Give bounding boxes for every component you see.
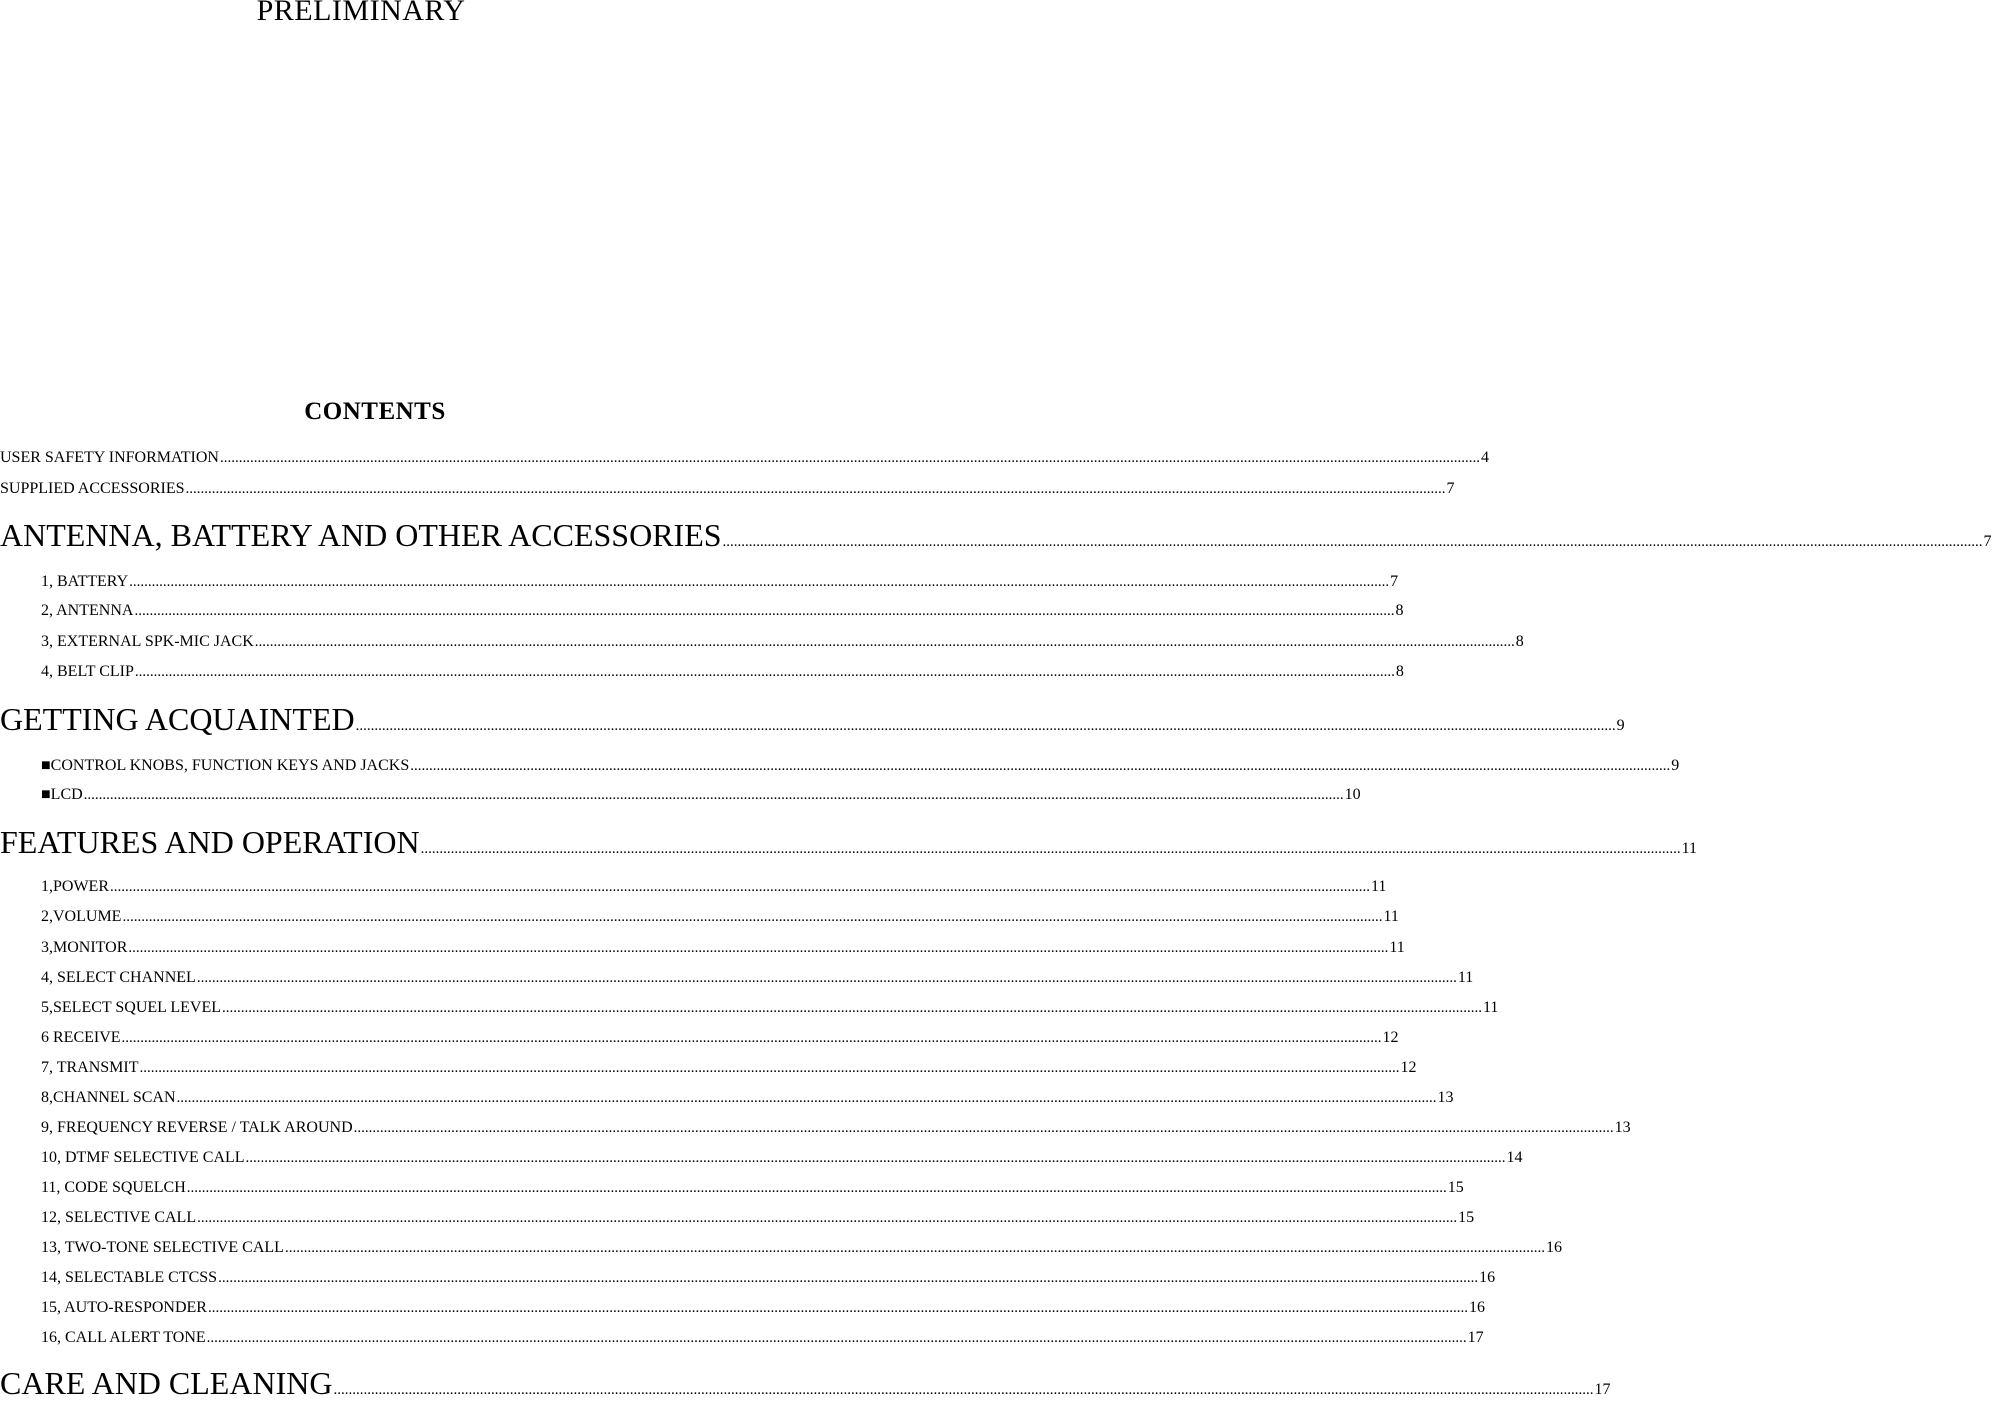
leader-dots xyxy=(122,1030,1382,1047)
toc-entry-label: 9, FREQUENCY REVERSE / TALK AROUND xyxy=(41,1119,353,1136)
leader-dots xyxy=(222,1000,1482,1017)
leader-dots xyxy=(207,1330,1467,1347)
toc-entry-page: 16 xyxy=(1479,1269,1496,1286)
toc-entry-label: 5,SELECT SQUEL LEVEL xyxy=(41,999,221,1016)
toc-entry-supplied-accessories[interactable] xyxy=(0,480,1455,498)
toc-entry-battery[interactable] xyxy=(41,573,1399,591)
toc-section-features-operation[interactable] xyxy=(0,824,1697,861)
toc-entry-page: 16 xyxy=(1545,1239,1562,1256)
preliminary-header: PRELIMINARY xyxy=(256,0,466,27)
toc-entry-volume[interactable] xyxy=(41,908,1399,926)
toc-entry-transmit[interactable] xyxy=(41,1059,1417,1077)
toc-entry-label: SUPPLIED ACCESSORIES xyxy=(0,480,185,497)
toc-entry-page: 15 xyxy=(1447,1179,1464,1196)
leader-dots xyxy=(135,664,1395,681)
toc-entry-label: 6 RECEIVE xyxy=(41,1029,121,1046)
leader-dots xyxy=(285,1240,1545,1257)
toc-entry-label: 1,POWER xyxy=(41,878,109,895)
toc-entry-label: 10, DTMF SELECTIVE CALL xyxy=(41,1149,245,1166)
toc-entry-label: ■LCD xyxy=(41,786,83,803)
toc-entry-page: 10 xyxy=(1344,786,1361,803)
toc-entry-label: GETTING ACQUAINTED xyxy=(0,701,355,737)
toc-entry-lcd[interactable] xyxy=(41,786,1361,804)
toc-section-getting-acquainted[interactable] xyxy=(0,701,1625,738)
toc-entry-label: ANTENNA, BATTERY AND OTHER ACCESSORIES xyxy=(0,517,722,553)
toc-entry-label: 7, TRANSMIT xyxy=(41,1059,139,1076)
toc-entry-channel-scan[interactable] xyxy=(41,1089,1454,1107)
leader-dots xyxy=(354,1120,1614,1137)
leader-dots xyxy=(220,450,1480,467)
toc-section-antenna-battery[interactable] xyxy=(0,517,1992,554)
toc-entry-call-alert-tone[interactable] xyxy=(41,1329,1484,1347)
toc-entry-page: 11 xyxy=(1457,969,1474,986)
toc-entry-label: 3,MONITOR xyxy=(41,939,128,956)
toc-entry-receive[interactable] xyxy=(41,1029,1399,1047)
toc-entry-page: 13 xyxy=(1614,1119,1631,1136)
toc-entry-selectable-ctcss[interactable] xyxy=(41,1269,1496,1287)
toc-entry-label: USER SAFETY INFORMATION xyxy=(0,449,219,466)
leader-dots xyxy=(177,1090,1437,1107)
toc-entry-page: 11 xyxy=(1389,939,1405,956)
toc-entry-dtmf-call[interactable] xyxy=(41,1149,1523,1167)
toc-entry-label: 15, AUTO-RESPONDER xyxy=(41,1299,207,1316)
toc-entry-monitor[interactable] xyxy=(41,939,1405,957)
toc-entry-page: 11 xyxy=(1482,999,1499,1016)
toc-entry-label: 14, SELECTABLE CTCSS xyxy=(41,1269,218,1286)
toc-entry-label: 12, SELECTIVE CALL xyxy=(41,1209,197,1226)
toc-entry-page: 7 xyxy=(1446,480,1455,497)
toc-entry-page: 9 xyxy=(1616,717,1625,734)
toc-entry-label: ■CONTROL KNOBS, FUNCTION KEYS AND JACKS xyxy=(41,757,410,774)
toc-entry-page: 17 xyxy=(1467,1329,1484,1346)
toc-entry-page: 11 xyxy=(1383,908,1399,925)
toc-entry-label: 13, TWO-TONE SELECTIVE CALL xyxy=(41,1239,284,1256)
toc-entry-label: 4, SELECT CHANNEL xyxy=(41,969,196,986)
toc-entry-label: 2,VOLUME xyxy=(41,908,122,925)
leader-dots xyxy=(208,1300,1468,1317)
leader-dots xyxy=(84,787,1344,804)
contents-title: CONTENTS xyxy=(304,398,446,425)
toc-entry-two-tone-call[interactable] xyxy=(41,1239,1562,1257)
leader-dots xyxy=(333,1382,1593,1399)
toc-entry-label: 16, CALL ALERT TONE xyxy=(41,1329,206,1346)
toc-entry-page: 14 xyxy=(1506,1149,1523,1166)
toc-entry-frequency-reverse[interactable] xyxy=(41,1119,1631,1137)
leader-dots xyxy=(186,481,1446,498)
leader-dots xyxy=(421,841,1681,858)
leader-dots xyxy=(255,634,1515,651)
leader-dots xyxy=(110,879,1370,896)
toc-entry-page: 16 xyxy=(1468,1299,1485,1316)
toc-entry-page: 7 xyxy=(1983,533,1992,550)
leader-dots xyxy=(140,1060,1400,1077)
toc-entry-code-squelch[interactable] xyxy=(41,1179,1464,1197)
toc-entry-page: 15 xyxy=(1458,1209,1475,1226)
toc-entry-power[interactable] xyxy=(41,878,1387,896)
toc-entry-page: 11 xyxy=(1681,840,1697,857)
leader-dots xyxy=(122,909,1382,926)
toc-entry-label: 8,CHANNEL SCAN xyxy=(41,1089,176,1106)
toc-entry-page: 4 xyxy=(1480,449,1489,466)
leader-dots xyxy=(187,1180,1447,1197)
leader-dots xyxy=(134,603,1394,620)
leader-dots xyxy=(246,1150,1506,1167)
toc-entry-user-safety[interactable] xyxy=(0,449,1489,467)
toc-entry-label: 1, BATTERY xyxy=(41,573,129,590)
toc-section-care-cleaning[interactable] xyxy=(0,1365,1611,1402)
toc-entry-page: 9 xyxy=(1671,757,1680,774)
toc-entry-auto-responder[interactable] xyxy=(41,1299,1485,1317)
toc-entry-page: 11 xyxy=(1371,878,1387,895)
toc-entry-label: 3, EXTERNAL SPK-MIC JACK xyxy=(41,633,254,650)
toc-entry-spk-mic-jack[interactable] xyxy=(41,633,1524,651)
toc-entry-selective-call[interactable] xyxy=(41,1209,1475,1227)
toc-entry-page: 7 xyxy=(1390,573,1399,590)
leader-dots xyxy=(129,574,1389,591)
toc-entry-page: 8 xyxy=(1395,663,1404,680)
toc-entry-select-channel[interactable] xyxy=(41,969,1474,987)
toc-entry-antenna[interactable] xyxy=(41,602,1404,620)
toc-entry-squel-level[interactable] xyxy=(41,999,1499,1017)
toc-entry-label: CARE AND CLEANING xyxy=(0,1365,333,1401)
toc-entry-label: FEATURES AND OPERATION xyxy=(0,824,420,860)
toc-entry-label: 4, BELT CLIP xyxy=(41,663,134,680)
toc-entry-belt-clip[interactable] xyxy=(41,663,1404,681)
toc-entry-page: 13 xyxy=(1437,1089,1454,1106)
toc-entry-label: 2, ANTENNA xyxy=(41,602,134,619)
toc-entry-label: 11, CODE SQUELCH xyxy=(41,1179,186,1196)
leader-dots xyxy=(128,940,1388,957)
toc-entry-page: 12 xyxy=(1382,1029,1399,1046)
leader-dots xyxy=(356,718,1616,735)
toc-entry-page: 17 xyxy=(1594,1381,1611,1398)
leader-dots xyxy=(197,1210,1457,1227)
toc-entry-page: 8 xyxy=(1515,633,1524,650)
leader-dots xyxy=(723,534,1983,551)
toc-entry-control-knobs[interactable] xyxy=(41,757,1680,775)
leader-dots xyxy=(197,970,1457,987)
toc-entry-page: 8 xyxy=(1395,602,1404,619)
toc-entry-page: 12 xyxy=(1400,1059,1417,1076)
leader-dots xyxy=(410,758,1670,775)
leader-dots xyxy=(218,1270,1478,1287)
